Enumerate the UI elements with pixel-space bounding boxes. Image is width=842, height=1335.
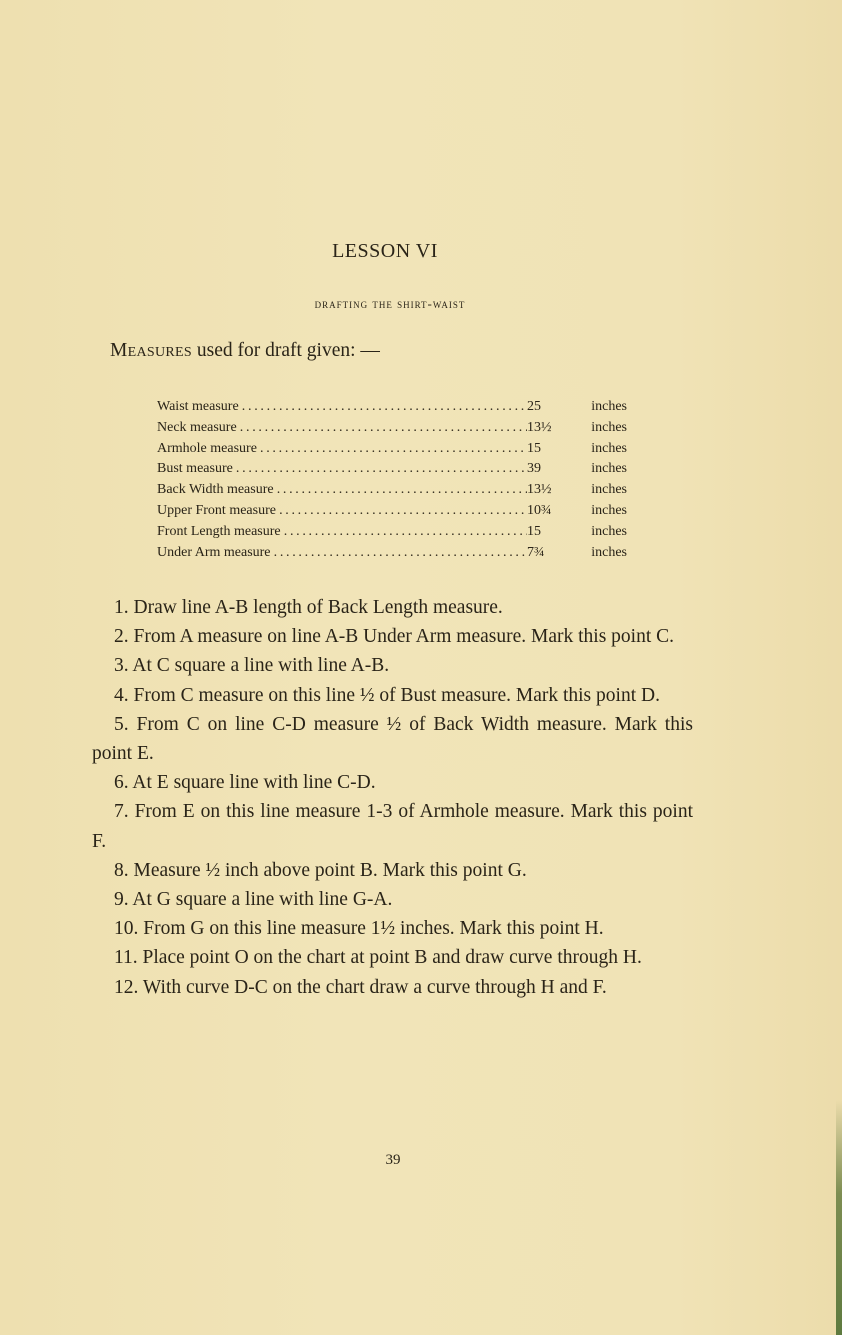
measure-label: Under Arm measure . . . (157, 543, 527, 564)
page-number: 39 (385, 1152, 401, 1168)
measure-label: Neck measure . . . (157, 418, 527, 439)
section-subtitle (0, 296, 780, 312)
measure-value: 13½ (527, 482, 552, 498)
subtitle-text: drafting the shirt-waist (314, 296, 466, 311)
measure-row (157, 480, 627, 501)
measures-intro-lead: Measures (110, 340, 192, 361)
measure-value: 10¾ (527, 502, 552, 518)
measures-intro (110, 340, 380, 362)
measure-value: 13½ (527, 419, 552, 435)
step-5: 5. From C on line C-D measure ½ of Back Width measure. Mark this point E. (92, 713, 693, 765)
measure-value: 25 (527, 399, 541, 414)
measures-intro-rest: used for draft given: — (191, 340, 380, 361)
measure-unit: inches (591, 482, 627, 498)
step-2: 2. From A measure on line A-B Under Arm measure. Mark this point C. (114, 626, 675, 648)
measure-unit: inches (591, 440, 627, 456)
measure-value: 7¾ (527, 544, 545, 560)
measure-unit: inches (591, 461, 627, 477)
measure-value: 15 (527, 440, 541, 456)
measure-label: Front Length measure . . . (157, 522, 527, 543)
measure-row (157, 522, 627, 543)
measures-table (157, 397, 627, 563)
step-7: 7. From E on this line measure 1-3 of Armhole measure. Mark this point F. (92, 801, 693, 852)
drafting-steps (92, 593, 693, 1002)
measure-label: Upper Front measure . . . (157, 501, 527, 522)
measure-row (157, 439, 627, 460)
measure-row (157, 543, 627, 564)
measure-row (157, 397, 627, 418)
measure-label: Bust measure . . . (157, 459, 527, 480)
measure-unit: inches (591, 419, 627, 435)
measure-unit: inches (591, 523, 627, 539)
lesson-title: LESSON VI (332, 240, 438, 262)
step-3: 3. At C square a line with line A-B. (114, 655, 390, 677)
measure-unit: inches (591, 399, 627, 414)
measure-unit: inches (591, 544, 627, 560)
step-9: 9. At G square a line with line G-A. (114, 889, 393, 911)
step-6: 6. At E square line with line C-D. (114, 772, 376, 794)
step-10: 10. From G on this line measure 1½ inches. Mark this point H. (114, 918, 604, 940)
measure-row (157, 418, 627, 439)
step-11: 11. Place point O on the chart at point B and draw curve through H. (114, 947, 642, 969)
measure-row (157, 501, 627, 522)
measure-row (157, 459, 627, 480)
measure-value: 15 (527, 523, 541, 539)
measure-label: Back Width measure . . . (157, 480, 527, 501)
step-8: 8. Measure ½ inch above point B. Mark this point G. (114, 859, 527, 881)
page-edge (836, 1100, 842, 1335)
step-4: 4. From C measure on this line ½ of Bust measure. Mark this point D. (114, 684, 660, 706)
step-12: 12. With curve D-C on the chart draw a curve through H and F. (114, 976, 607, 998)
measure-label: Waist measure . . . (157, 397, 527, 418)
measure-unit: inches (591, 502, 627, 518)
step-1: 1. Draw line A-B length of Back Length measure. (114, 597, 503, 618)
measure-label: Armhole measure . . . (157, 439, 527, 460)
measure-value: 39 (527, 461, 541, 477)
